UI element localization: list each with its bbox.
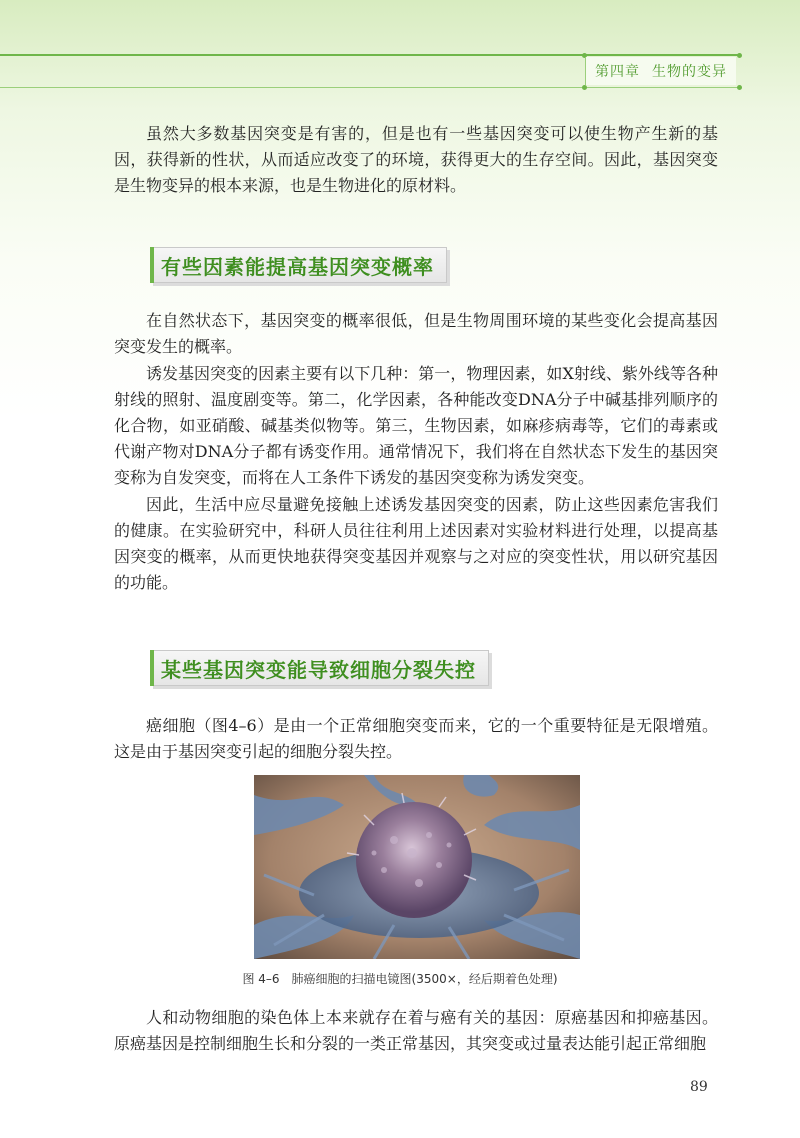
header-dot-right xyxy=(737,53,742,58)
page-number: 89 xyxy=(690,1079,708,1095)
paragraph-4: 因此，生活中应尽量避免接触上述诱发基因突变的因素，防止这些因素危害我们的健康。在实验研究中，科研人员往往利用上述因素对实验材料进行处理，以提高基因突变的概率，从而更快地获得突变基因并观察与之对应的突变性状，用以研究基因的功能。 xyxy=(114,495,718,592)
header-rule-lower xyxy=(0,87,740,88)
figure-cancer-cell xyxy=(254,775,580,959)
cancer-cell-micrograph xyxy=(254,775,580,959)
section-heading-2-text: 某些基因突变能导致细胞分裂失控 xyxy=(161,657,476,682)
section-heading-1 xyxy=(150,247,447,283)
figure-caption: 图 4–6 肺癌细胞的扫描电镜图(3500×，经后期着色处理) xyxy=(242,972,558,986)
paragraph-2: 在自然状态下，基因突变的概率很低，但是生物周围环境的某些变化会提高基因突变发生的概率。 xyxy=(114,311,718,356)
chapter-tab xyxy=(585,57,736,85)
chapter-title: 生物的变异 xyxy=(652,64,727,80)
chapter-number: 第四章 xyxy=(595,64,640,80)
paragraph-5: 癌细胞（图4–6）是由一个正常细胞突变而来，它的一个重要特征是无限增殖。这是由于基因突变引起的细胞分裂失控。 xyxy=(114,716,718,761)
section-heading-2 xyxy=(150,650,489,686)
header-rule xyxy=(0,54,740,56)
paragraph-6: 人和动物细胞的染色体上本来就存在着与癌有关的基因：原癌基因和抑癌基因。原癌基因是控制细胞生长和分裂的一类正常基因，其突变或过量表达能引起正常细胞 xyxy=(114,1008,718,1053)
section-heading-1-text: 有些因素能提高基因突变概率 xyxy=(161,254,434,279)
header-dot-bottom-right xyxy=(737,85,742,90)
paragraph-3: 诱发基因突变的因素主要有以下几种：第一，物理因素，如X射线、紫外线等各种射线的照射、温度剧变等。第二，化学因素，各种能改变DNA分子中碱基排列顺序的化合物，如亚硝酸、碱基类似物等。第三，生物因素，如麻疹病毒等，它们的毒素或代谢产物对DNA分子都有诱变作用。通常情况下，我们将在自然状态下发生的基因突变称为自发突变，而将在人工条件下诱发的基因突变称为诱发突变。 xyxy=(114,364,718,487)
header-dot-bottom-left xyxy=(582,85,587,90)
paragraph-1: 虽然大多数基因突变是有害的，但是也有一些基因突变可以使生物产生新的基因，获得新的性状，从而适应改变了的环境，获得更大的生存空间。因此，基因突变是生物变异的根本来源，也是生物进化的原材料。 xyxy=(114,124,718,195)
